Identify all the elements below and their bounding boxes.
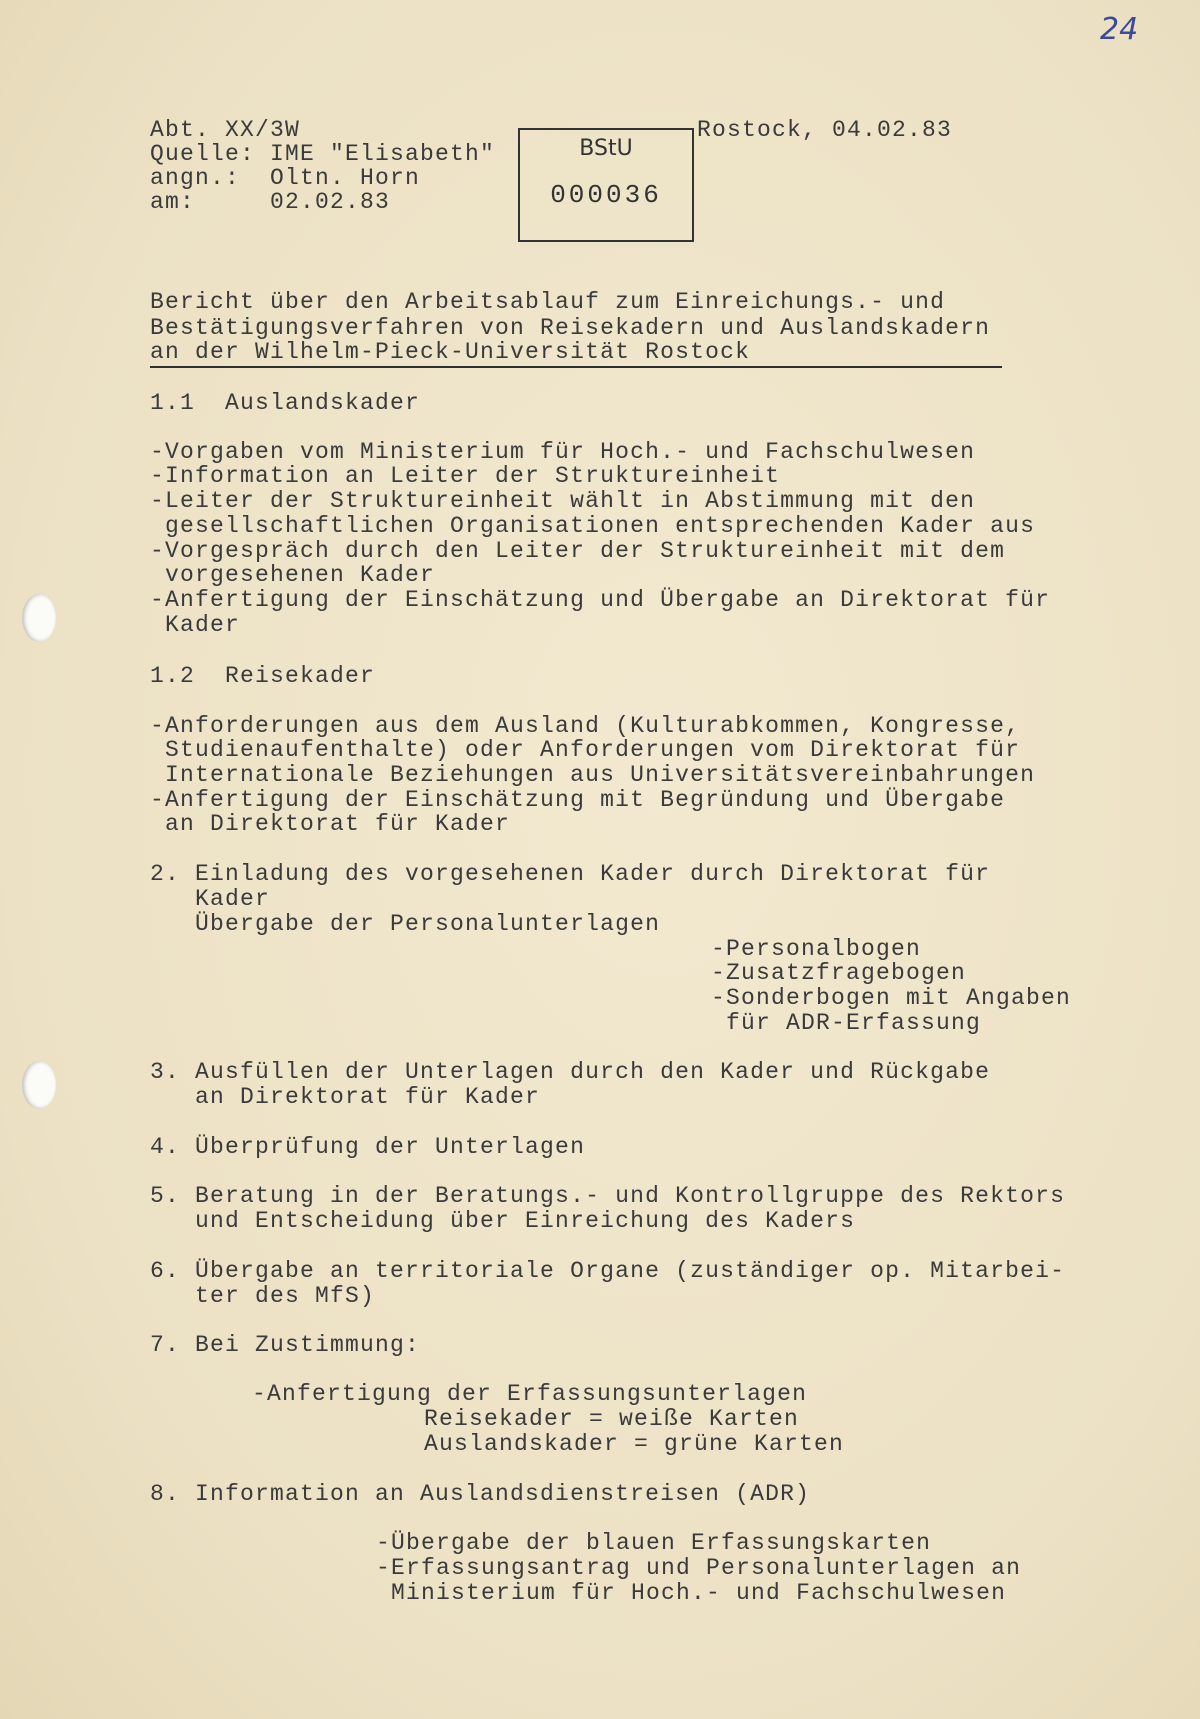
step-7-heading: 7. Bei Zustimmung: [150,1332,421,1358]
section-1-1-line: Kader [150,612,241,638]
title-line-2: Bestätigungsverfahren von Reisekadern und Auslandskadern [150,315,991,341]
step-8-heading: 8. Information an Auslandsdienstreisen (ADR) [150,1481,811,1507]
step-2-line: 2. Einladung des vorgesehenen Kader durch Direktorat für [150,861,991,887]
section-1-1-line: vorgesehenen Kader [150,562,436,588]
section-1-2-line: -Anforderungen aus dem Ausland (Kulturabkommen, Kongresse, [150,713,1021,739]
section-1-2-line: Internationale Beziehungen aus Universitätsvereinbahrungen [150,762,1036,788]
step-8-sub: Ministerium für Hoch.- und Fachschulwesen [376,1580,1007,1606]
section-1-1-line: -Vorgaben vom Ministerium für Hoch.- und Fachschulwesen [150,439,976,465]
header-received-by: angn.: Oltn. Horn [150,165,421,191]
section-1-1-line: -Leiter der Struktureinheit wählt in Abstimmung mit den [150,488,976,514]
step-2-line: Übergabe der Personalunterlagen [150,911,661,937]
section-1-2-line: -Anfertigung der Einschätzung mit Begründung und Übergabe [150,787,1006,813]
section-1-1-line: -Information an Leiter der Struktureinheit [150,463,781,489]
step-2-sub: -Sonderbogen mit Angaben [711,985,1072,1011]
step-2-sub: für ADR-Erfassung [711,1010,982,1036]
title-underline [150,366,1002,368]
punch-hole-bottom [22,1061,56,1109]
header-place-date: Rostock, 04.02.83 [697,117,953,143]
section-1-1-line: -Vorgespräch durch den Leiter der Struktureinheit mit dem [150,538,1006,564]
step-5-line: 5. Beratung in der Beratungs.- und Kontrollgruppe des Rektors [150,1183,1066,1209]
step-4-line: 4. Überprüfung der Unterlagen [150,1134,586,1160]
step-2-sub: -Personalbogen [711,936,922,962]
step-2-line: Kader [150,886,271,912]
section-1-2-line: Studienaufenthalte) oder Anforderungen vom Direktorat für [150,737,1021,763]
title-line-1: Bericht über den Arbeitsablauf zum Einreichungs.- und [150,289,946,315]
archive-stamp [518,128,694,242]
title-line-3: an der Wilhelm-Pieck-Universität Rostock [150,339,751,365]
step-7-sub: Reisekader = weiße Karten [424,1406,800,1432]
step-8-sub: -Erfassungsantrag und Personalunterlagen an [376,1555,1022,1581]
stamp-number: 000036 [550,180,662,210]
header-dept: Abt. XX/3W [150,117,301,143]
step-3-line: 3. Ausfüllen der Unterlagen durch den Kader und Rückgabe [150,1059,991,1085]
step-2-sub: -Zusatzfragebogen [711,960,967,986]
section-1-2-heading: 1.2 Reisekader [150,663,376,689]
section-1-1-line: gesellschaftlichen Organisationen entsprechenden Kader aus [150,513,1036,539]
step-6-line: 6. Übergabe an territoriale Organe (zuständiger op. Mitarbei- [150,1258,1066,1284]
step-6-line: ter des MfS) [150,1283,376,1309]
header-received-on: am: 02.02.83 [150,189,391,215]
stamp-label: BStU [579,136,633,161]
step-3-line: an Direktorat für Kader [150,1084,541,1110]
section-1-1-line: -Anfertigung der Einschätzung und Übergabe an Direktorat für [150,587,1051,613]
step-7-sub: -Anfertigung der Erfassungsunterlagen [252,1381,808,1407]
section-1-2-line: an Direktorat für Kader [150,811,511,837]
header-source: Quelle: IME "Elisabeth" [150,141,496,167]
step-5-line: und Entscheidung über Einreichung des Kaders [150,1208,856,1234]
step-7-sub: Auslandskader = grüne Karten [424,1431,845,1457]
page-number: 24 [1100,12,1139,47]
punch-hole-top [22,594,56,642]
step-8-sub: -Übergabe der blauen Erfassungskarten [376,1530,932,1556]
section-1-1-heading: 1.1 Auslandskader [150,390,421,416]
